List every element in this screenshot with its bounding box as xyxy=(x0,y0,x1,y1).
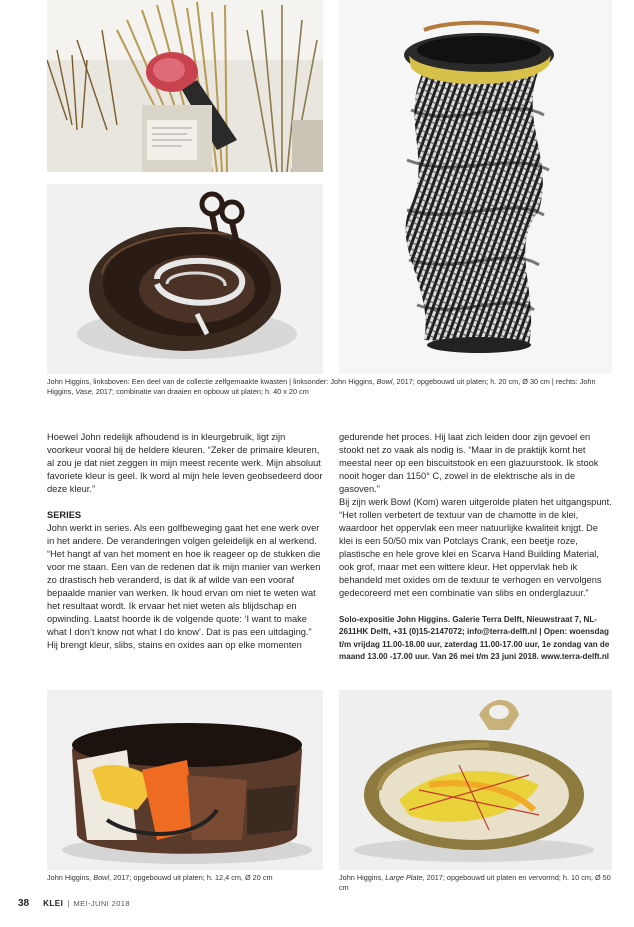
issue-date: MEI-JUNI 2018 xyxy=(73,899,130,908)
exhibition-notice: Solo-expositie John Higgins. Galerie Terra Delft, Nieuwstraat 7, NL- 2611HK Delft, +31 (0)15-2147072; info@terra-delft.nl | Open: woensdag t/m vrijdag 11.00-18.00 uur, zaterdag 11.00-17.00 uur, 1e zondag van de maand 13.00 -17.00 uur. Van 26 mei t/m 23 juni 2018. www.terra-delft.nl xyxy=(339,615,610,662)
article-column-right xyxy=(339,431,612,664)
photo-brushes xyxy=(47,0,323,172)
caption-text: , 2017; combinatie van draaien en opbouw uit platen; h. 40 x 20 cm xyxy=(91,387,309,397)
caption-text: , 2017; opgebouwd uit platen; h. 20 cm, Ø 30 cm | rechts: John Higgins, xyxy=(47,377,596,397)
photo-bowl-2 xyxy=(47,690,323,870)
paragraph: Hoewel John redelijk afhoudend is in kleurgebruik, ligt zijn voorkeur vooral bij de heldere kleuren. “Zeker de primaire kleuren, al zou je dat niet zeggen in mijn meest recente werk. Mijn absoluut favoriete kleur is geel. Ik word al mijn hele leven geobsedeerd door deze kleur.” xyxy=(47,432,323,494)
caption-text: , 2017; opgebouwd uit platen; h. 12,4 cm, Ø 20 cm xyxy=(109,873,273,882)
page-footer xyxy=(18,898,130,914)
caption-text: John Higgins, linksboven: Een deel van de collectie zelfgemaakte kwasten | linksonder: John Higgins, xyxy=(47,377,377,386)
caption-bottom-left xyxy=(47,873,323,883)
magazine-name: KLEI xyxy=(43,899,64,908)
paragraph: gedurende het proces. Hij laat zich leiden door zijn gevoel en stookt net zo vaak als nodig is. “Maar in de praktijk komt het meestal neer op een biscuitstook en een glazuurstook. Ik stook nooit hoger dan 1150° C, zowel in de elektrische als in de gasoven.” xyxy=(339,432,599,494)
caption-top xyxy=(47,377,612,398)
paragraph: Hij brengt kleur, slibs, stains en oxides aan op elke momenten xyxy=(47,640,302,650)
section-heading: SERIES xyxy=(47,510,82,520)
photo-bowl xyxy=(47,184,323,374)
paragraph: Bij zijn werk Bowl (Kom) waren uitgerolde platen het uitgangspunt. “Het rollen verbetert de textuur van de chamotte in de klei, waardoor het oppervlak een meer natuurlijke kwaliteit krijgt. De klei is een 50/50 mix van Potclays Crank, een beetje roze, plastische en hele grove klei en Scarva Hand Building Material, ook grof, maar met een wittere kleur. Het oppervlak heb ik behandeld met oxides om de textuur te verhogen en vervolgens gedecoreerd met een combinatie van slibs en onderglazuur.” xyxy=(339,497,612,598)
footer-separator: | xyxy=(67,899,70,908)
caption-text: John Higgins, xyxy=(339,873,386,882)
photo-plate xyxy=(339,690,612,870)
caption-title: Vase xyxy=(75,387,92,397)
article-column-left xyxy=(47,431,323,652)
caption-title: Bowl xyxy=(376,377,393,386)
caption-title: Large Plate xyxy=(385,873,423,882)
caption-bottom-right xyxy=(339,873,612,894)
caption-text: John Higgins, xyxy=(47,873,94,882)
caption-title: Bowl xyxy=(93,873,110,882)
photo-vase xyxy=(339,0,612,374)
caption-text: , 2017; opgebouwd uit platen en vervormd; h. 10 cm, Ø 50 cm xyxy=(339,873,611,893)
paragraph: John werkt in series. Als een golfbeweging gaat het ene werk over in het andere. De veranderingen volgen geleidelijk en al werkend. “Het hangt af van het moment en hoe ik reageer op de stukken die voor me staan. Een van de redenen dat ik mijn manier van werken zo drastisch heb veranderd, is dat ik af wilde van een vooraf bepaalde manier van werken. Ik houd ervan om niet te weten wat het resultaat wordt. Ik ervaar het niet weten als blijdschap en opwinding. Laatst hoorde ik de volgende quote: ‘I want to make what I don’t know not what I do know’. Dat is pas een uitdaging.” xyxy=(47,523,321,637)
page-number: 38 xyxy=(18,898,30,909)
